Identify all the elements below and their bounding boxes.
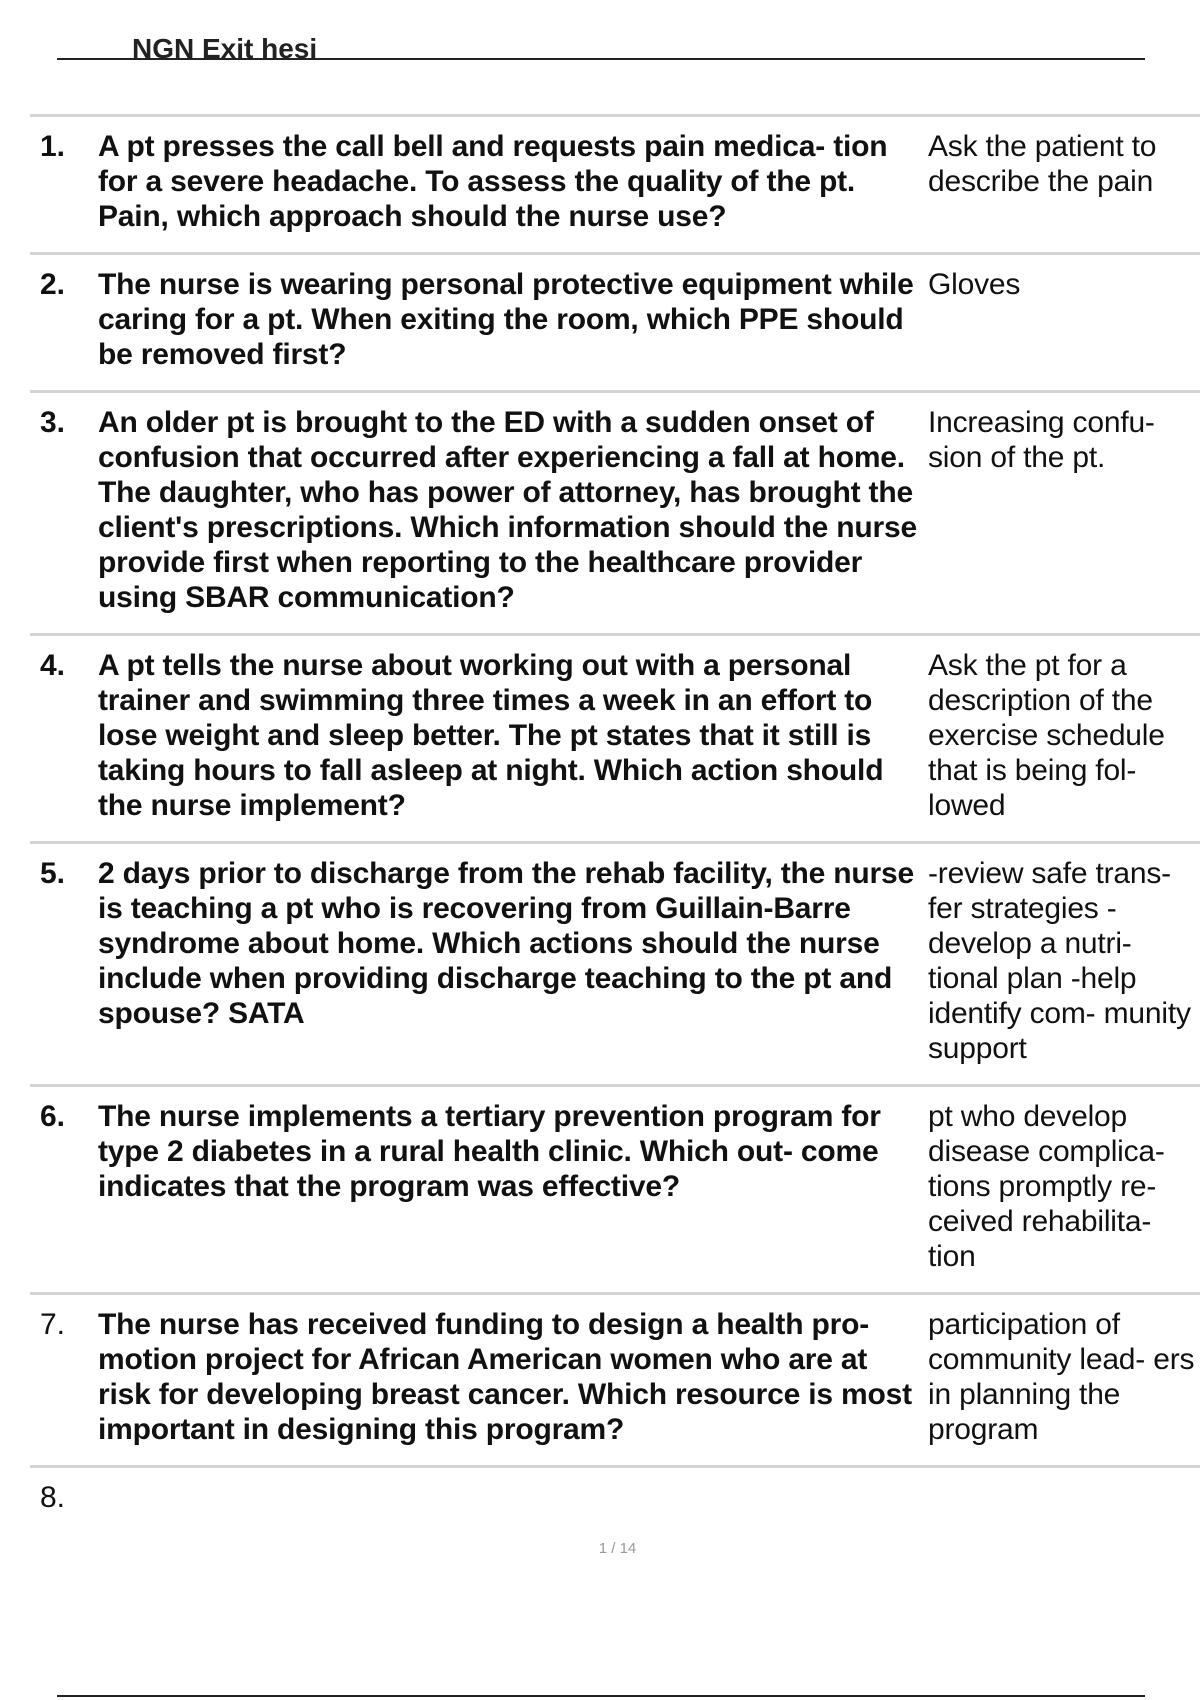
document-header bbox=[57, 33, 1145, 64]
question-text: A pt tells the nurse about working out with a personal trainer and swimming three times a week in an effort to lose weight and sleep better. The pt states that it still is taking hours to fall asleep at night. Which action should the nurse implement? bbox=[98, 649, 884, 822]
question-text bbox=[98, 1480, 921, 1515]
qa-row bbox=[30, 636, 1200, 844]
answer-text: Ask the patient to describe the pain bbox=[928, 130, 1157, 198]
qa-row bbox=[30, 117, 1200, 255]
question-text: The nurse implements a tertiary prevention program for type 2 diabetes in a rural health clinic. Which out- come indicates that the program was effective? bbox=[98, 1100, 881, 1203]
answer-text: -review safe trans- fer strategies -develop a nutri- tional plan -help identify com- munity support bbox=[928, 857, 1191, 1065]
answer-text: Gloves bbox=[928, 268, 1021, 301]
answer-text: pt who develop disease complica- tions promptly re- ceived rehabilita- tion bbox=[928, 1100, 1165, 1273]
question-number: 7. bbox=[40, 1308, 66, 1341]
question-number: 6. bbox=[40, 1100, 66, 1133]
question-text: 2 days prior to discharge from the rehab facility, the nurse is teaching a pt who is recovering from Guillain-Barre syndrome about home. Which actions should the nurse include when providing discharge teaching to the pt and spouse? SATA bbox=[98, 857, 914, 1030]
qa-row bbox=[30, 1468, 1200, 1533]
answer-text: participation of community lead- ers in planning the program bbox=[928, 1308, 1195, 1446]
qa-row bbox=[30, 844, 1200, 1087]
question-number: 8. bbox=[40, 1481, 66, 1514]
answer-text: Ask the pt for a description of the exercise schedule that is being fol- lowed bbox=[928, 649, 1165, 822]
question-text: The nurse has received funding to design a health pro- motion project for African American women who are at risk for developing breast cancer. Which resource is most important in designing this program? bbox=[98, 1308, 912, 1446]
question-number: 2. bbox=[40, 268, 66, 301]
qa-row bbox=[30, 393, 1200, 636]
answer-text: Increasing confu- sion of the pt. bbox=[928, 406, 1155, 474]
document-title: NGN Exit hesi bbox=[132, 33, 318, 64]
question-number: 3. bbox=[40, 406, 66, 439]
qa-row bbox=[30, 1087, 1200, 1295]
question-text: A pt presses the call bell and requests pain medica- tion for a severe headache. To assess the quality of the pt. Pain, which approach should the nurse use? bbox=[98, 130, 888, 233]
qa-row bbox=[30, 255, 1200, 393]
qa-row bbox=[30, 1295, 1200, 1468]
page-counter: 1 / 14 bbox=[598, 1540, 637, 1557]
question-number: 1. bbox=[40, 130, 66, 163]
answer-text bbox=[921, 1480, 1200, 1515]
question-number: 5. bbox=[40, 857, 66, 890]
qa-list bbox=[30, 114, 1200, 1533]
footer-rule bbox=[57, 1695, 1145, 1697]
question-number: 4. bbox=[40, 649, 66, 682]
question-text: An older pt is brought to the ED with a sudden onset of confusion that occurred after experiencing a fall at home. The daughter, who has power of attorney, has brought the client's prescriptions. Which information should the nurse provide first when reporting to the healthcare provider using SBAR communication? bbox=[98, 406, 917, 614]
question-text: The nurse is wearing personal protective equipment while caring for a pt. When exiting the room, which PPE should be removed first? bbox=[98, 268, 914, 371]
